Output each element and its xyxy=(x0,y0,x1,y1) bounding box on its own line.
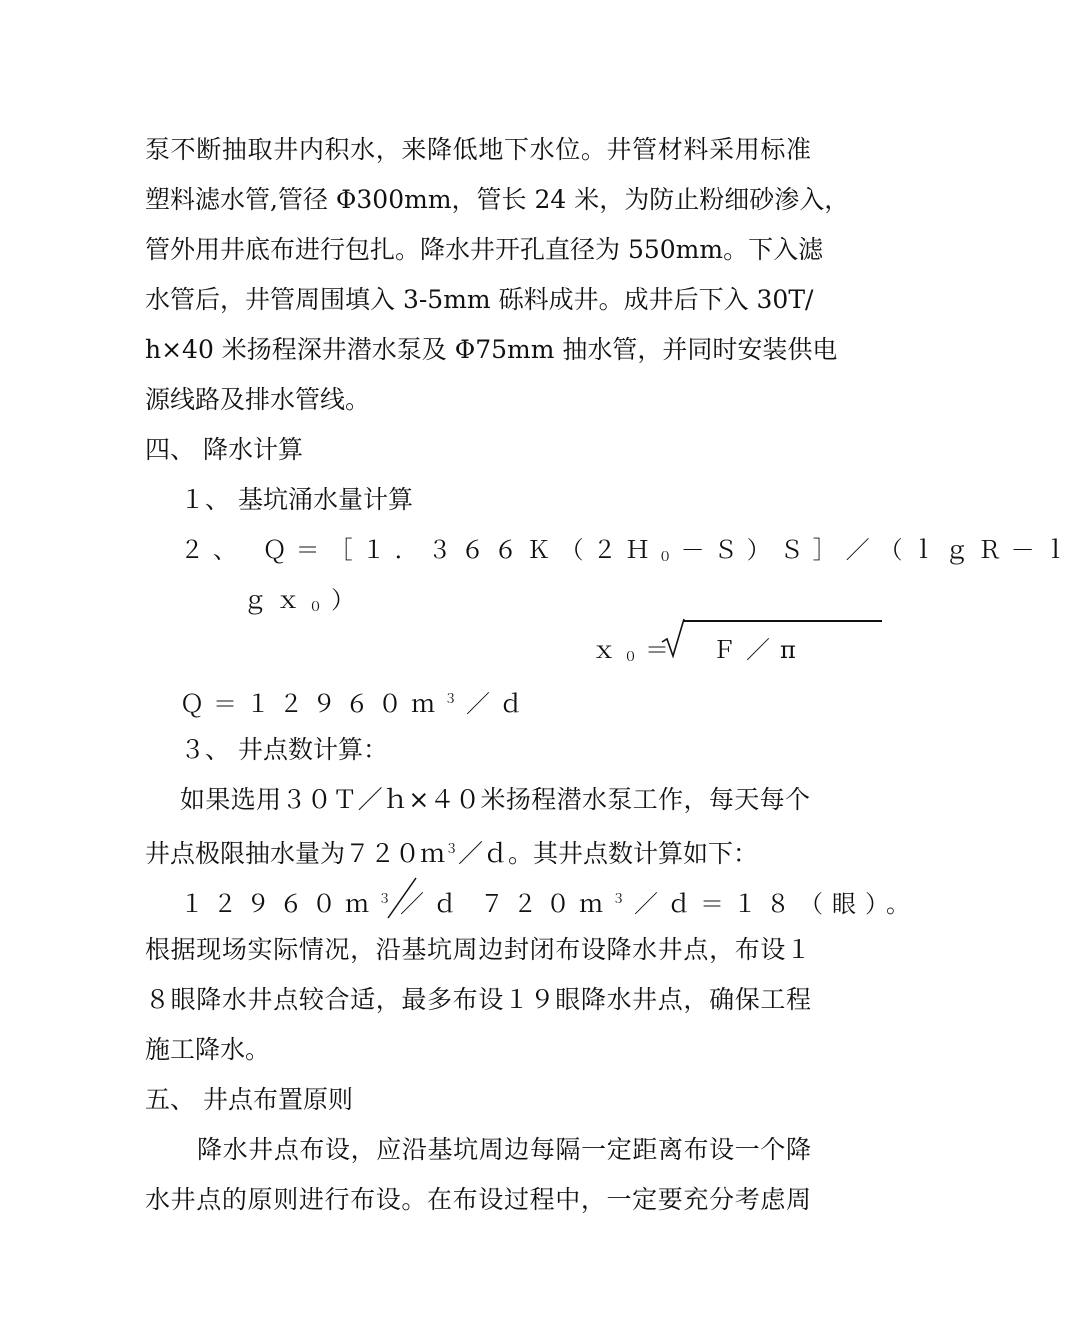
formula-superscript: ３ xyxy=(612,892,635,907)
formula-text: １２９６０ｍ xyxy=(180,890,378,918)
paragraph-line: 降水井点布设，应沿基坑周边每隔一定距离布设一个降 xyxy=(197,1135,811,1164)
square-root-icon xyxy=(662,618,684,658)
paragraph-line: 根据现场实际情况，沿基坑周边封闭布设降水井点，布设１ xyxy=(145,935,811,964)
list-item: ３、 井点数计算： xyxy=(180,735,388,764)
paragraph-line: h×40 米扬程深井潜水泵及 Φ75mm 抽水管，并同时安装供电 xyxy=(145,335,838,364)
formula-text: ／ｄ xyxy=(466,690,533,718)
paragraph-text: 井点极限抽水量为７２０ｍ xyxy=(145,839,446,868)
paragraph-line: 如果选用３０Ｔ／ｈ×４０米扬程潜水泵工作，每天每个 xyxy=(180,785,810,814)
formula-text: －Ｓ）Ｓ］／（ｌｇＲ－ｌ xyxy=(680,536,1077,564)
paragraph-line: 源线路及排水管线。 xyxy=(145,385,371,414)
paragraph-line: 塑料滤水管,管径 Φ300mm，管长 24 米，为防止粉细砂渗入， xyxy=(145,185,850,214)
paragraph-line xyxy=(145,835,811,869)
superscript: ３ xyxy=(445,842,459,857)
division-slash-icon xyxy=(382,874,422,922)
formula-text: ｇｘ xyxy=(243,586,309,614)
formula-text: ） xyxy=(331,586,365,614)
radical-bar xyxy=(684,620,882,622)
formula-line xyxy=(180,685,810,719)
paragraph-line: 水管后，井管周围填入 3-5mm 砾料成井。成井后下入 30T/ xyxy=(145,285,814,314)
formula-text: ７２０ｍ xyxy=(480,890,613,918)
formula-text: Ｑ＝１２９６０ｍ xyxy=(180,690,444,718)
formula-superscript: ３ xyxy=(378,892,401,907)
list-item: １、 基坑涌水量计算 xyxy=(180,485,413,514)
formula-text: ／ｄ xyxy=(400,890,467,918)
formula-superscript: ３ xyxy=(444,692,467,707)
radicand: Ｆ／π xyxy=(712,636,806,664)
calculation-line xyxy=(180,885,920,919)
section-heading: 四、 降水计算 xyxy=(145,435,303,464)
paragraph-line: 水井点的原则进行布设。在布设过程中，一定要充分考虑周 xyxy=(145,1185,811,1214)
paragraph-line: 管外用井底布进行包扎。降水井开孔直径为 550mm。下入滤 xyxy=(145,235,824,264)
formula-subscript: ０ xyxy=(309,600,332,615)
formula-subscript: ０ xyxy=(658,550,681,565)
paragraph-text: ／ｄ。其井点数计算如下： xyxy=(458,839,759,868)
formula-text: ｘ$_0$＝ xyxy=(592,636,678,665)
paragraph-line: 施工降水。 xyxy=(145,1035,271,1064)
section-heading: 五、 井点布置原则 xyxy=(145,1085,353,1114)
formula-text: ／ｄ＝１８（眼）。 xyxy=(634,890,920,918)
paragraph-line: 泵不断抽取井内积水，来降低地下水位。井管材料采用标准 xyxy=(145,135,811,164)
formula-line xyxy=(243,585,803,623)
paragraph-line: ８眼降水井点较合适，最多布设１９眼降水井点，确保工程 xyxy=(145,985,811,1014)
formula-text: ２、 Ｑ＝［１．３６６Ｋ（２Ｈ xyxy=(180,536,659,564)
formula-line xyxy=(180,535,1077,573)
